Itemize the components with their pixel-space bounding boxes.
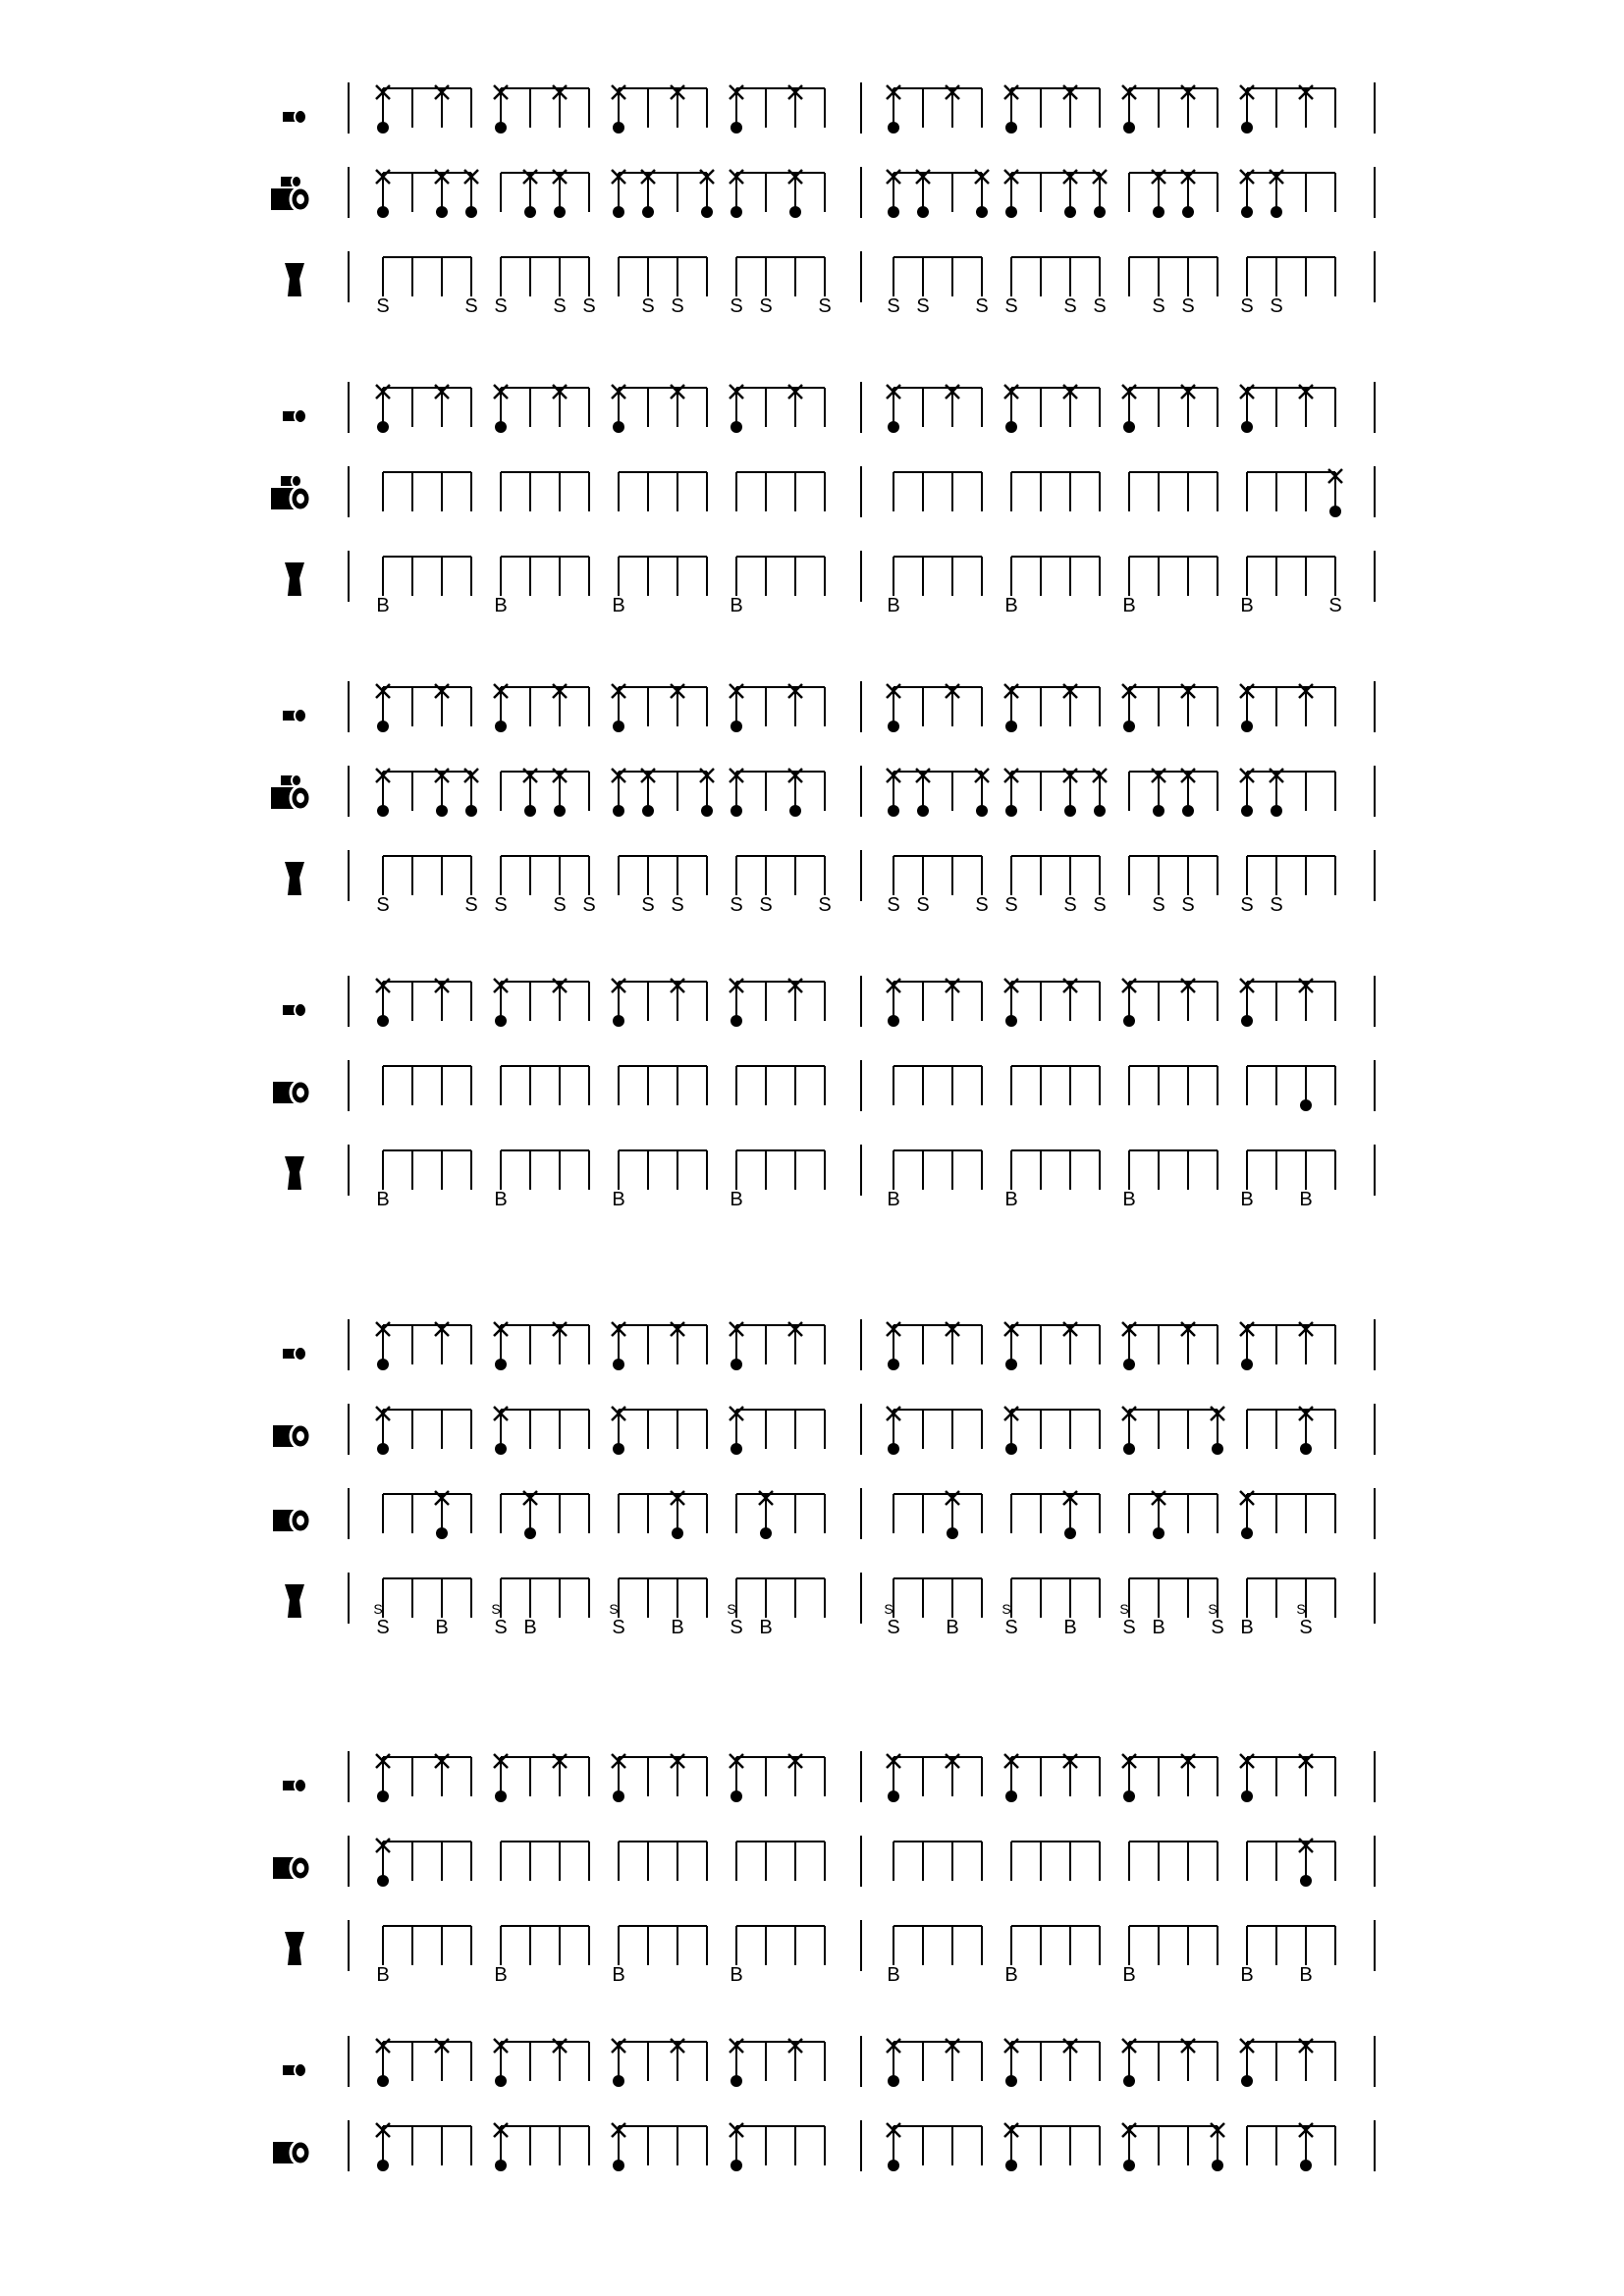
stroke-label: S bbox=[1001, 1601, 1011, 1617]
stroke-label: S bbox=[1093, 295, 1107, 317]
stroke-dot bbox=[1123, 2160, 1135, 2171]
stroke-label: S bbox=[884, 1601, 893, 1617]
notation-row bbox=[285, 1145, 1375, 1210]
stroke-label: S bbox=[491, 1601, 501, 1617]
stroke-label: S bbox=[494, 894, 508, 916]
stroke-label: B bbox=[887, 1964, 900, 1986]
stroke-dot bbox=[1005, 1015, 1017, 1027]
stroke-label: S bbox=[975, 894, 989, 916]
stroke-dot bbox=[888, 2075, 899, 2087]
stroke-dot bbox=[701, 805, 713, 817]
stroke-label: S bbox=[1296, 1601, 1306, 1617]
stroke-dot bbox=[1064, 805, 1076, 817]
stroke-label: B bbox=[494, 1189, 508, 1210]
stroke-dot bbox=[789, 805, 801, 817]
stroke-label: B bbox=[523, 1617, 537, 1638]
stroke-dot bbox=[495, 1443, 507, 1455]
stroke-label: S bbox=[730, 894, 743, 916]
stroke-dot bbox=[1300, 1443, 1312, 1455]
stroke-label: S bbox=[1299, 1617, 1313, 1638]
notation-row bbox=[283, 976, 1375, 1027]
stroke-dot bbox=[1064, 206, 1076, 218]
stroke-dot bbox=[917, 206, 929, 218]
stroke-dot bbox=[1123, 421, 1135, 433]
stroke-dot bbox=[1271, 206, 1282, 218]
stroke-dot bbox=[731, 1790, 742, 1802]
stroke-dot bbox=[976, 206, 988, 218]
stroke-dot bbox=[495, 122, 507, 133]
sangban-drum-icon bbox=[271, 774, 310, 810]
stroke-dot bbox=[1241, 721, 1253, 732]
stroke-label: S bbox=[1063, 894, 1077, 916]
stroke-label: S bbox=[464, 894, 478, 916]
stroke-dot bbox=[888, 1443, 899, 1455]
stroke-dot bbox=[701, 206, 713, 218]
stroke-label: S bbox=[641, 894, 655, 916]
stroke-label: B bbox=[376, 1964, 390, 1986]
notation-row bbox=[285, 1573, 1375, 1638]
stroke-dot bbox=[436, 206, 448, 218]
notation-row bbox=[273, 1836, 1375, 1887]
notation-row bbox=[283, 681, 1375, 732]
stroke-dot bbox=[888, 1359, 899, 1370]
kenkeni-drum-icon bbox=[283, 2063, 306, 2077]
notation-row bbox=[271, 766, 1375, 817]
djembe-icon bbox=[285, 562, 304, 596]
notation-system bbox=[273, 2036, 1375, 2171]
notation-row bbox=[285, 850, 1375, 916]
stroke-label: B bbox=[1004, 1964, 1018, 1986]
stroke-dot bbox=[947, 1527, 958, 1539]
stroke-label: B bbox=[1004, 1189, 1018, 1210]
stroke-label: B bbox=[376, 595, 390, 616]
stroke-dot bbox=[888, 122, 899, 133]
notation-row bbox=[271, 466, 1375, 517]
stroke-dot bbox=[731, 2075, 742, 2087]
stroke-label: S bbox=[1181, 894, 1195, 916]
stroke-label: B bbox=[730, 1189, 743, 1210]
stroke-dot bbox=[613, 122, 624, 133]
stroke-dot bbox=[613, 1443, 624, 1455]
stroke-dot bbox=[613, 1015, 624, 1027]
stroke-label: S bbox=[1328, 595, 1342, 616]
stroke-dot bbox=[1153, 805, 1164, 817]
stroke-dot bbox=[436, 1527, 448, 1539]
stroke-dot bbox=[888, 721, 899, 732]
stroke-dot bbox=[613, 206, 624, 218]
stroke-dot bbox=[1005, 122, 1017, 133]
stroke-dot bbox=[524, 1527, 536, 1539]
stroke-dot bbox=[377, 122, 389, 133]
stroke-label: B bbox=[1122, 595, 1136, 616]
stroke-label: B bbox=[887, 1189, 900, 1210]
stroke-dot bbox=[1005, 421, 1017, 433]
notation-system bbox=[273, 1751, 1375, 1986]
kenkeni-drum-icon bbox=[283, 1347, 306, 1361]
stroke-label: S bbox=[1240, 894, 1254, 916]
stroke-dot bbox=[1241, 206, 1253, 218]
stroke-label: S bbox=[641, 295, 655, 317]
stroke-dot bbox=[1241, 1790, 1253, 1802]
stroke-dot bbox=[976, 805, 988, 817]
dundun-drum-icon bbox=[273, 1856, 310, 1880]
stroke-label: S bbox=[582, 295, 596, 317]
stroke-dot bbox=[377, 421, 389, 433]
kenkeni-drum-icon bbox=[283, 1779, 306, 1792]
stroke-label: S bbox=[1270, 894, 1283, 916]
stroke-dot bbox=[1005, 1443, 1017, 1455]
stroke-dot bbox=[377, 1015, 389, 1027]
stroke-label: S bbox=[1152, 295, 1165, 317]
notation-row bbox=[273, 1060, 1375, 1111]
notation-row bbox=[271, 167, 1375, 218]
stroke-dot bbox=[731, 805, 742, 817]
stroke-dot bbox=[1005, 2160, 1017, 2171]
stroke-label: S bbox=[1093, 894, 1107, 916]
stroke-label: B bbox=[1004, 595, 1018, 616]
stroke-dot bbox=[377, 805, 389, 817]
notation-row bbox=[273, 2120, 1375, 2171]
djembe-icon bbox=[285, 1156, 304, 1190]
stroke-label: S bbox=[1122, 1617, 1136, 1638]
stroke-dot bbox=[1005, 805, 1017, 817]
notation-row bbox=[283, 1751, 1375, 1802]
notation-row bbox=[285, 251, 1375, 317]
stroke-label: B bbox=[759, 1617, 773, 1638]
stroke-dot bbox=[1153, 1527, 1164, 1539]
dundun-drum-icon bbox=[273, 1081, 310, 1104]
stroke-dot bbox=[495, 1015, 507, 1027]
stroke-dot bbox=[1123, 122, 1135, 133]
stroke-label: B bbox=[1122, 1189, 1136, 1210]
stroke-label: S bbox=[1063, 295, 1077, 317]
stroke-label: S bbox=[553, 894, 567, 916]
stroke-label: S bbox=[975, 295, 989, 317]
stroke-dot bbox=[1241, 805, 1253, 817]
stroke-dot bbox=[1300, 1875, 1312, 1887]
dundun-drum-icon bbox=[273, 1509, 310, 1532]
stroke-label: B bbox=[612, 595, 625, 616]
stroke-dot bbox=[1094, 206, 1106, 218]
stroke-dot bbox=[613, 721, 624, 732]
stroke-label: B bbox=[1299, 1964, 1313, 1986]
stroke-label: B bbox=[612, 1189, 625, 1210]
stroke-dot bbox=[731, 206, 742, 218]
stroke-label: S bbox=[1211, 1617, 1224, 1638]
notation-row bbox=[285, 1920, 1375, 1986]
stroke-dot bbox=[613, 2075, 624, 2087]
stroke-label: S bbox=[464, 295, 478, 317]
notation-system bbox=[271, 681, 1375, 916]
stroke-dot bbox=[642, 206, 654, 218]
stroke-label: S bbox=[671, 295, 684, 317]
stroke-dot bbox=[760, 1527, 772, 1539]
stroke-dot bbox=[1241, 122, 1253, 133]
stroke-label: B bbox=[887, 595, 900, 616]
stroke-dot bbox=[377, 1443, 389, 1455]
stroke-label: S bbox=[759, 894, 773, 916]
stroke-dot bbox=[888, 1790, 899, 1802]
notation-system bbox=[271, 82, 1375, 317]
kenkeni-drum-icon bbox=[283, 409, 306, 423]
stroke-dot bbox=[731, 122, 742, 133]
stroke-dot bbox=[554, 206, 566, 218]
notation-row bbox=[283, 2036, 1375, 2087]
stroke-dot bbox=[1064, 1527, 1076, 1539]
djembe-icon bbox=[285, 862, 304, 895]
stroke-dot bbox=[1212, 2160, 1223, 2171]
notation-row bbox=[283, 382, 1375, 433]
stroke-dot bbox=[1005, 2075, 1017, 2087]
dundun-drum-icon bbox=[273, 2141, 310, 2164]
stroke-dot bbox=[1005, 1359, 1017, 1370]
stroke-label: S bbox=[671, 894, 684, 916]
stroke-dot bbox=[377, 1359, 389, 1370]
stroke-label: S bbox=[727, 1601, 736, 1617]
kenkeni-drum-icon bbox=[283, 709, 306, 722]
stroke-label: S bbox=[376, 1617, 390, 1638]
notation-system bbox=[273, 1319, 1375, 1638]
stroke-dot bbox=[731, 421, 742, 433]
stroke-dot bbox=[495, 1359, 507, 1370]
sangban-drum-icon bbox=[271, 475, 310, 510]
stroke-label: S bbox=[582, 894, 596, 916]
stroke-dot bbox=[1241, 421, 1253, 433]
stroke-label: S bbox=[373, 1601, 383, 1617]
stroke-label: S bbox=[1004, 894, 1018, 916]
stroke-label: B bbox=[612, 1964, 625, 1986]
stroke-dot bbox=[377, 206, 389, 218]
stroke-dot bbox=[613, 805, 624, 817]
kenkeni-drum-icon bbox=[283, 110, 306, 124]
stroke-label: S bbox=[494, 1617, 508, 1638]
notation-row bbox=[283, 1319, 1375, 1370]
stroke-label: B bbox=[494, 595, 508, 616]
stroke-dot bbox=[1329, 506, 1341, 517]
stroke-label: B bbox=[1122, 1964, 1136, 1986]
stroke-dot bbox=[1300, 2160, 1312, 2171]
notation-system bbox=[271, 382, 1375, 616]
stroke-label: B bbox=[1299, 1189, 1313, 1210]
stroke-dot bbox=[524, 805, 536, 817]
stroke-dot bbox=[1123, 2075, 1135, 2087]
kenkeni-drum-icon bbox=[283, 1003, 306, 1017]
stroke-label: S bbox=[887, 1617, 900, 1638]
stroke-label: S bbox=[494, 295, 508, 317]
stroke-label: B bbox=[1240, 1617, 1254, 1638]
stroke-label: B bbox=[1240, 1964, 1254, 1986]
djembe-icon bbox=[285, 263, 304, 296]
stroke-label: B bbox=[1240, 595, 1254, 616]
stroke-dot bbox=[1123, 1790, 1135, 1802]
stroke-label: S bbox=[1119, 1601, 1129, 1617]
stroke-dot bbox=[495, 2160, 507, 2171]
stroke-label: S bbox=[730, 295, 743, 317]
stroke-label: S bbox=[1004, 1617, 1018, 1638]
stroke-label: S bbox=[730, 1617, 743, 1638]
stroke-dot bbox=[1271, 805, 1282, 817]
notation-row bbox=[285, 551, 1375, 616]
stroke-label: S bbox=[887, 894, 900, 916]
stroke-label: S bbox=[759, 295, 773, 317]
stroke-dot bbox=[613, 2160, 624, 2171]
stroke-dot bbox=[1182, 805, 1194, 817]
stroke-label: S bbox=[1181, 295, 1195, 317]
stroke-dot bbox=[1241, 1359, 1253, 1370]
stroke-label: S bbox=[1208, 1601, 1218, 1617]
stroke-dot bbox=[1182, 206, 1194, 218]
stroke-label: B bbox=[494, 1964, 508, 1986]
stroke-dot bbox=[377, 2160, 389, 2171]
stroke-dot bbox=[1123, 1443, 1135, 1455]
stroke-label: S bbox=[916, 894, 930, 916]
stroke-dot bbox=[731, 2160, 742, 2171]
stroke-dot bbox=[642, 805, 654, 817]
stroke-label: S bbox=[1240, 295, 1254, 317]
stroke-dot bbox=[377, 1790, 389, 1802]
stroke-dot bbox=[1300, 1099, 1312, 1111]
stroke-dot bbox=[917, 805, 929, 817]
stroke-dot bbox=[613, 1359, 624, 1370]
stroke-label: S bbox=[376, 894, 390, 916]
stroke-label: S bbox=[609, 1601, 619, 1617]
stroke-dot bbox=[1005, 1790, 1017, 1802]
stroke-dot bbox=[888, 805, 899, 817]
stroke-label: B bbox=[730, 1964, 743, 1986]
djembe-icon bbox=[285, 1584, 304, 1618]
sangban-drum-icon bbox=[271, 176, 310, 211]
stroke-dot bbox=[495, 421, 507, 433]
stroke-dot bbox=[1241, 1527, 1253, 1539]
stroke-label: S bbox=[1270, 295, 1283, 317]
stroke-dot bbox=[1005, 206, 1017, 218]
stroke-dot bbox=[888, 1015, 899, 1027]
stroke-dot bbox=[1094, 805, 1106, 817]
stroke-dot bbox=[377, 1875, 389, 1887]
stroke-label: S bbox=[916, 295, 930, 317]
stroke-dot bbox=[495, 1790, 507, 1802]
stroke-label: B bbox=[435, 1617, 449, 1638]
dundun-drum-icon bbox=[273, 1424, 310, 1448]
stroke-dot bbox=[495, 721, 507, 732]
stroke-label: S bbox=[553, 295, 567, 317]
stroke-dot bbox=[789, 206, 801, 218]
djembe-icon bbox=[285, 1932, 304, 1965]
stroke-dot bbox=[888, 2160, 899, 2171]
stroke-dot bbox=[1123, 721, 1135, 732]
stroke-label: S bbox=[1004, 295, 1018, 317]
stroke-dot bbox=[888, 206, 899, 218]
stroke-dot bbox=[731, 721, 742, 732]
stroke-dot bbox=[495, 2075, 507, 2087]
stroke-dot bbox=[1241, 2075, 1253, 2087]
stroke-dot bbox=[613, 1790, 624, 1802]
stroke-label: B bbox=[1240, 1189, 1254, 1210]
stroke-dot bbox=[613, 421, 624, 433]
stroke-label: S bbox=[1152, 894, 1165, 916]
stroke-dot bbox=[731, 1443, 742, 1455]
stroke-dot bbox=[377, 2075, 389, 2087]
stroke-dot bbox=[554, 805, 566, 817]
notation-row bbox=[273, 1404, 1375, 1455]
notation-content bbox=[271, 82, 1375, 2171]
stroke-label: B bbox=[946, 1617, 959, 1638]
stroke-dot bbox=[731, 1359, 742, 1370]
stroke-label: S bbox=[818, 894, 832, 916]
stroke-dot bbox=[1153, 206, 1164, 218]
stroke-label: B bbox=[730, 595, 743, 616]
stroke-dot bbox=[1212, 1443, 1223, 1455]
stroke-dot bbox=[524, 206, 536, 218]
stroke-dot bbox=[465, 805, 477, 817]
stroke-label: B bbox=[1063, 1617, 1077, 1638]
notation-row bbox=[283, 82, 1375, 133]
stroke-dot bbox=[888, 421, 899, 433]
stroke-dot bbox=[377, 721, 389, 732]
stroke-label: S bbox=[376, 295, 390, 317]
stroke-dot bbox=[465, 206, 477, 218]
stroke-dot bbox=[1123, 1359, 1135, 1370]
notation-system bbox=[273, 976, 1375, 1210]
stroke-label: S bbox=[612, 1617, 625, 1638]
stroke-label: S bbox=[818, 295, 832, 317]
stroke-label: S bbox=[887, 295, 900, 317]
stroke-label: B bbox=[671, 1617, 684, 1638]
notation-row bbox=[273, 1488, 1375, 1539]
stroke-label: B bbox=[1152, 1617, 1165, 1638]
stroke-dot bbox=[436, 805, 448, 817]
stroke-label: B bbox=[376, 1189, 390, 1210]
stroke-dot bbox=[731, 1015, 742, 1027]
stroke-dot bbox=[1123, 1015, 1135, 1027]
stroke-dot bbox=[672, 1527, 683, 1539]
stroke-dot bbox=[1241, 1015, 1253, 1027]
stroke-dot bbox=[1005, 721, 1017, 732]
